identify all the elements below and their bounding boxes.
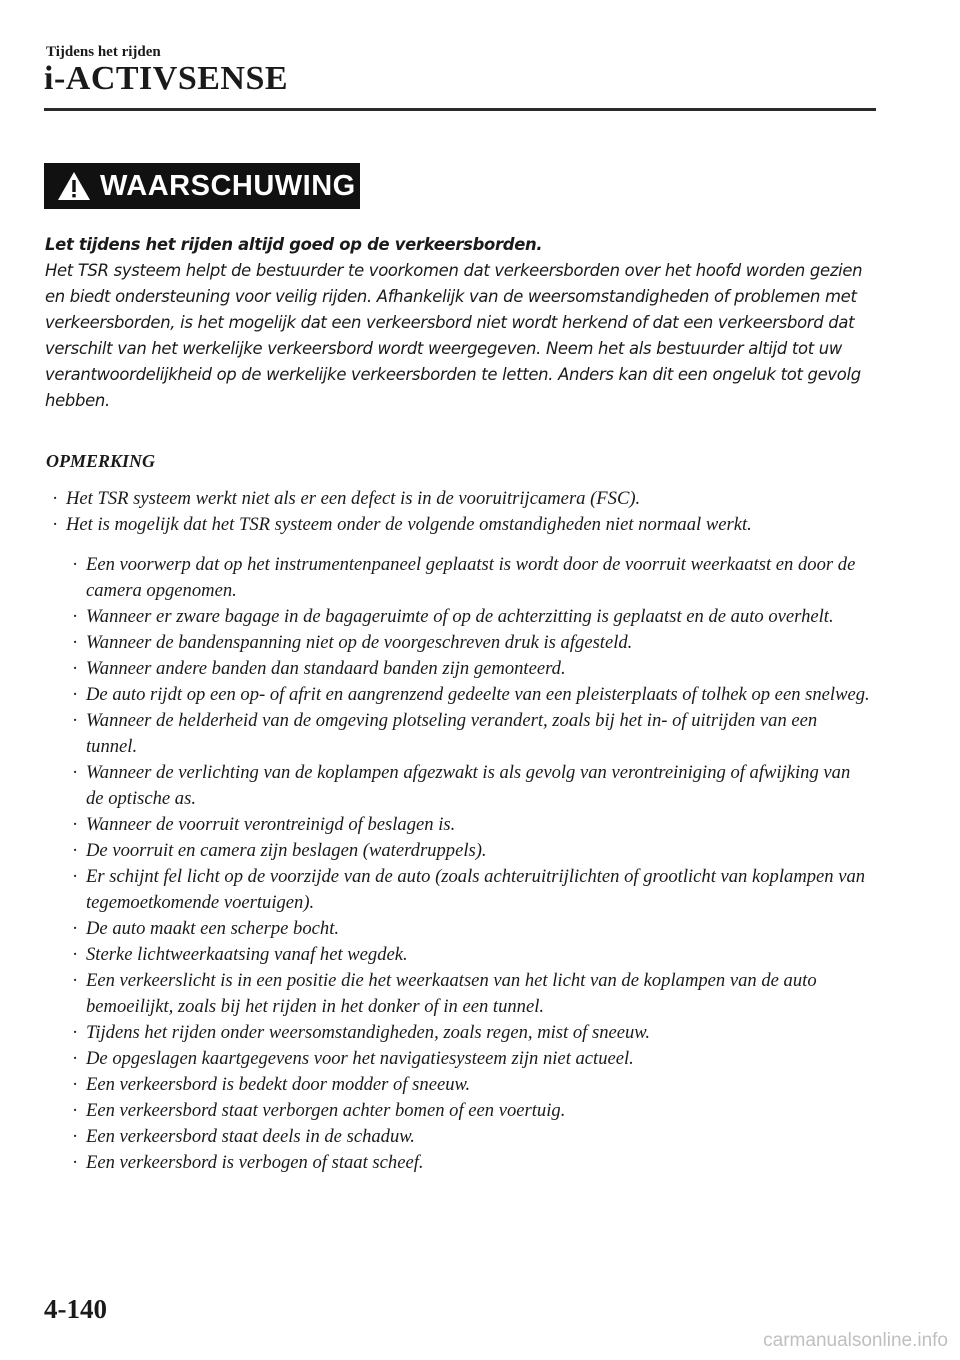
condition-list: [50, 552, 870, 1176]
warning-triangle-icon: [56, 170, 92, 202]
list-item: · Het is mogelijk dat het TSR systeem onder de volgende omstandigheden niet normaal werkt.: [50, 512, 870, 538]
list-item: · Een verkeersbord is verbogen of staat scheef.: [70, 1150, 870, 1176]
note-label: OPMERKING: [46, 451, 156, 471]
list-item: · De auto maakt een scherpe bocht.: [70, 916, 870, 942]
list-item: · De voorruit en camera zijn beslagen (waterdruppels).: [70, 838, 870, 864]
list-item: · Het TSR systeem werkt niet als er een defect is in de vooruitrijcamera (FSC).: [50, 486, 870, 512]
warning-paragraph: Het TSR systeem helpt de bestuurder te voorkomen dat verkeersborden over het hoofd worden gezien en biedt ondersteuning voor veilig rijden. Afhankelijk van de weersomstandigheden of problemen met verkeersborden, is het mogelijk dat een verkeersbord niet wordt herkend of dat een verkeersbord dat verschilt van het werkelijke verkeersbord wordt weergegeven. Neem het als bestuurder altijd tot uw verantwoordelijkheid op de werkelijke verkeersborden te letten. Anders kan dit een ongeluk tot gevolg hebben.: [45, 261, 863, 410]
list-item: · Sterke lichtweerkaatsing vanaf het wegdek.: [70, 942, 870, 968]
list-item: · Wanneer de bandenspanning niet op de voorgeschreven druk is afgesteld.: [70, 630, 870, 656]
list-item: · Een verkeerslicht is in een positie die het weerkaatsen van het licht van de koplampen van de auto bemoeilijkt, zoals bij het rijden in het donker of in een tunnel.: [70, 968, 870, 1020]
page-title: i-ACTIVSENSE: [44, 60, 289, 97]
list-item: · De opgeslagen kaartgegevens voor het navigatiesysteem zijn niet actueel.: [70, 1046, 870, 1072]
list-item: · Tijdens het rijden onder weersomstandigheden, zoals regen, mist of sneeuw.: [70, 1020, 870, 1046]
warning-title: WAARSCHUWING: [100, 169, 356, 202]
note-list: [50, 486, 870, 1176]
list-item: · Wanneer de verlichting van de koplampen afgezwakt is als gevolg van verontreiniging of afwijking van de optische as.: [70, 760, 870, 812]
warning-lead: Let tijdens het rijden altijd goed op de verkeersborden.: [45, 235, 543, 254]
warning-banner: [44, 163, 360, 209]
list-item: · De auto rijdt op een op- of afrit en aangrenzend gedeelte van een pleisterplaats of tolhek op een snelweg.: [70, 682, 870, 708]
list-item: · Een verkeersbord staat verborgen achter bomen of een voertuig.: [70, 1098, 870, 1124]
list-item: · Een verkeersbord is bedekt door modder of sneeuw.: [70, 1072, 870, 1098]
header-divider: [44, 108, 876, 111]
page-number: 4-140: [44, 1294, 107, 1324]
list-item: · Een voorwerp dat op het instrumentenpaneel geplaatst is wordt door de voorruit weerkaatst en door de camera opgenomen.: [70, 552, 870, 604]
list-item: · Wanneer er zware bagage in de bagageruimte of op de achterzitting is geplaatst en de auto overhelt.: [70, 604, 870, 630]
list-item: · Wanneer de helderheid van de omgeving plotseling verandert, zoals bij het in- of uitrijden van een tunnel.: [70, 708, 870, 760]
section-label: Tijdens het rijden: [46, 44, 161, 60]
warning-text: [45, 232, 881, 414]
watermark: carmanualsonline.info: [763, 1330, 948, 1351]
list-item: · Wanneer de voorruit verontreinigd of beslagen is.: [70, 812, 870, 838]
list-item: · Wanneer andere banden dan standaard banden zijn gemonteerd.: [70, 656, 870, 682]
list-item: · Een verkeersbord staat deels in de schaduw.: [70, 1124, 870, 1150]
list-item: · Er schijnt fel licht op de voorzijde van de auto (zoals achteruitrijlichten of grootlicht van koplampen van tegemoetkomende voertuigen).: [70, 864, 870, 916]
